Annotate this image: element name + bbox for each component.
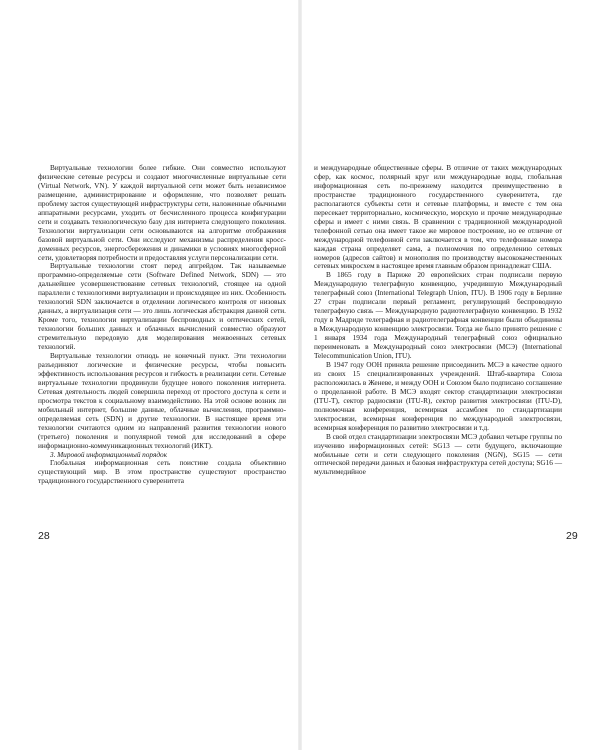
paragraph: Виртуальные технологии отнюдь не конечный пункт. Эти технологии разъединяют логические и физические ресурсы, чтобы повысить эффективность использования ресурсов и гибкость в реализации сети. Сетевые виртуальные технологии продвинули будущее нового поколения интернета. Сетевая деятельность людей совершила переход от простого доступа к сети и просмотра текстов к социальному взаимодействию. На этой основе возник ли мобильный интернет, большие данные, облачные вычисления, программно-определяемая сеть (SDN) и другие технологии. В настоящее время эти технологии считаются одним из направлений развития технологии нового (третьего) поколения и популярной темой для исследований в сфере информационно-коммуникационных технологий (ИКТ).: [38, 351, 286, 450]
paragraph-continuation: и международные общественные сферы. В отличие от таких международных сфер, как космос, полярный круг или международные воды, глобальная информационная сеть по-прежнему находится преимущественно в пространстве традиционного государственного суверенитета, где располагаются субъекты сети и сетевые платформы, и вместе с тем она пересекает территориально, космическую, морскую и прочие международные сферы и имеет с ними связь. В сравнении с традиционной международной телефонной сетью она имеет такое же мировое построение, но ее отличие от международной телефонной сети заключается в том, что телефонные номера каждая страна определяет сама, а полномочия по определению сетевых номеров (адресов сайтов) и монополия по производству высококачественных сетевых микросхем в настоящее время главным образом принадлежат США.: [314, 163, 562, 271]
page-number: 29: [566, 530, 578, 542]
paragraph: В 1947 году ООН приняла решение присоединить МСЭ в качестве одного из своих 15 специализированных учреждений. Штаб-квартира Союза расположилась в Женеве, и между ООН и Союзом было подписано соглашение о проделанной работе. В МСЭ входят сектор стандартизации электросвязи (ITU-T), сектор радиосвязи (ITU-R), сектор развития электросвязи (ITU-D), полномочная конференция, всемирная ассамблея по стандартизации электросвязи, всемирная конференция по международной электросвязи, всемирная конференция по развитию электросвязи и т.д.: [314, 359, 562, 432]
paragraph: Глобальная информационная сеть поистине создала объективно существующий мир. В этом пространстве существуют пространство традиционного государственного суверенитета: [38, 458, 286, 486]
paragraph: Виртуальные технологии стоят перед апгрейдом. Так называемые программно-определяемые сети (Software Defined Network, SDN) — это дальнейшее усовершенствование сетевых технологий, стоящее на одной параллели с технологиями виртуализации и происходящее из них. Особенность технологий SDN заключается в отделении логического контроля от низовых данных, а виртуализация сети — это лишь логическая абстракция данной сети. Кроме того, технологии виртуализации беспроводных и оптических сетей, технологии больших данных и облачных вычислений совместно образуют стремительную передовую для моделирования межвоенных сетевых технологий.: [38, 261, 286, 352]
right-page: [300, 0, 600, 750]
left-text-column: [38, 164, 286, 486]
paragraph: Виртуальные технологии более гибкие. Они совместно используют физические сетевые ресурсы и создают многочисленные виртуальные сети (Virtual Network, VN). У каждой виртуальной сети может быть независимое размещение, администрирование и оформление, что позволяет решать проблему застоя существующей инфраструктуры сети, наложенные обычными аппаратными ресурсами, уходить от бесчисленного процесса конфигурации сети и создавать технологическую базу для интернета следующего поколения. Технологии виртуализации сети основываются на алгоритме отображения базовой виртуальной сети. Они исследуют механизмы распределения кросс-доменных ресурсов, энергосбережения и динамики в условиях многосферной сети, удовлетворяя потребности и предоставляя услуги персонализации сети.: [38, 163, 286, 262]
paragraph: В 1865 году в Париже 20 европейских стран подписали первую Международную телеграфную конвенцию, учредившую Международный телеграфный союз (International Telegraph Union, ITU). В 1906 году в Берлине 27 стран подписали первый регламент, регулирующий беспроводную телеграфную связь — Международную радиотелеграфную конвенцию. В 1932 году в Мадриде телеграфная и радиотелеграфная конвенции были объединены в Международную конвенцию электросвязи. Тогда же было принято решение с 1 января 1934 года Международный телеграфный союз официально переименовать в Международный союз электросвязи (МСЭ) (International Telecommunication Union, ITU).: [314, 270, 562, 361]
section-heading: 3. Мировой информационный порядок: [50, 449, 168, 459]
right-text-column: [314, 164, 562, 477]
paragraph: В свой отдел стандартизации электросвязи МСЭ добавил четыре группы по изучению информационных сетей: SG13 — сети будущего, включающие мобильные сети и сети следующего поколения (NGN), SG15 — сети оптической передачи данных и базовая инфраструктура сетей доступа; SG16 — мультимедийное: [314, 431, 562, 477]
page-number: 28: [38, 530, 50, 542]
